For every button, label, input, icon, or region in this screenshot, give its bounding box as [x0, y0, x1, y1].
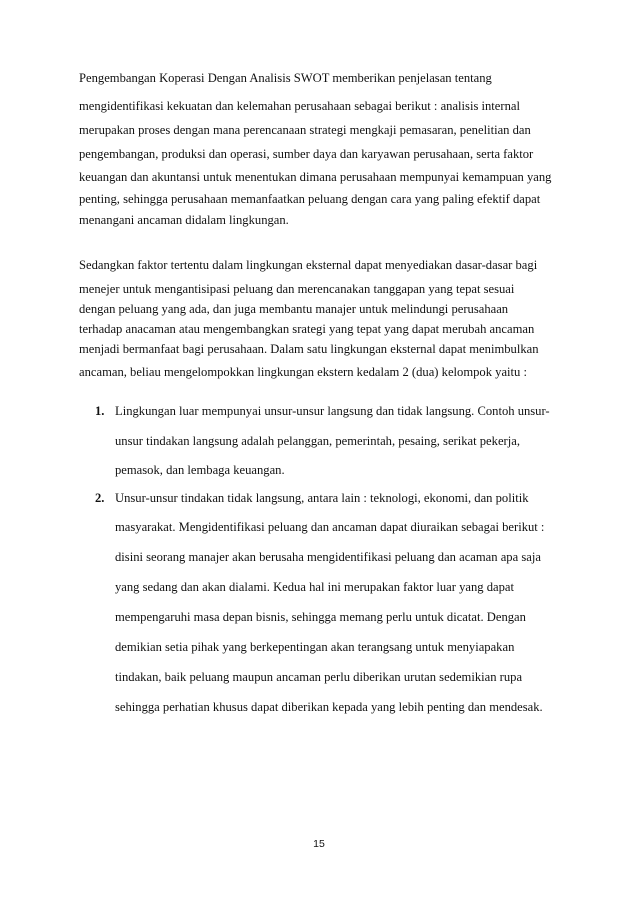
text-line: mempengaruhi masa depan bisnis, sehingga memang perlu untuk dicatat. Dengan: [115, 610, 526, 624]
text-line: Pengembangan Koperasi Dengan Analisis SWOT memberikan penjelasan tentang: [79, 71, 492, 85]
text-line: menejer untuk mengantisipasi peluang dan merencanakan tanggapan yang tepat sesuai: [79, 282, 515, 296]
text-line: demikian setia pihak yang berkepentingan akan terangsang untuk menyiapakan: [115, 640, 515, 654]
text-line: tindakan, baik peluang maupun ancaman perlu diberikan urutan sedemikian rupa: [115, 670, 523, 684]
text-line: menjadi bermanfaat bagi perusahaan. Dalam satu lingkungan eksternal dapat menimbulkan: [79, 342, 539, 356]
text-line: Sedangkan faktor tertentu dalam lingkungan eksternal dapat menyediakan dasar-dasar bagi: [79, 258, 538, 272]
list-number: 2.: [95, 491, 105, 505]
text-line: dengan peluang yang ada, dan juga membantu manajer untuk melindungi perusahaan: [79, 302, 509, 316]
list-number: 1.: [95, 404, 105, 418]
text-line: ancaman, beliau mengelompokkan lingkungan ekstern kedalam 2 (dua) kelompok yaitu :: [79, 365, 527, 379]
text-line: pengembangan, produksi dan operasi, sumber daya dan karyawan perusahaan, serta faktor: [79, 147, 534, 161]
text-line: terhadap anacaman atau mengembangkan srategi yang tepat yang dapat merubah ancaman: [79, 322, 535, 336]
text-line: yang sedang dan akan dialami. Kedua hal ini merupakan faktor luar yang dapat: [115, 580, 515, 594]
text-line: keuangan dan akuntansi untuk menentukan dimana perusahaan mempunyai kemampuan yang: [79, 170, 552, 184]
text-line: sehingga perhatian khusus dapat diberikan kepada yang lebih penting dan mendesak.: [115, 700, 543, 714]
text-line: mengidentifikasi kekuatan dan kelemahan perusahaan sebagai berikut : analisis internal: [79, 99, 520, 113]
text-line: merupakan proses dengan mana perencanaan strategi mengkaji pemasaran, penelitian dan: [79, 123, 531, 137]
text-line: pemasok, dan lembaga keuangan.: [115, 463, 285, 477]
text-line: menangani ancaman didalam lingkungan.: [79, 213, 289, 227]
text-line: Lingkungan luar mempunyai unsur-unsur langsung dan tidak langsung. Contoh unsur-: [115, 404, 550, 418]
text-line: disini seorang manajer akan berusaha mengidentifikasi peluang dan acaman apa saja: [115, 550, 541, 564]
page-number: 15: [313, 838, 325, 850]
text-line: penting, sehingga perusahaan memanfaatkan peluang dengan cara yang paling efektif dapat: [79, 192, 541, 206]
text-line: unsur tindakan langsung adalah pelanggan, pemerintah, pesaing, serikat pekerja,: [115, 434, 520, 448]
text-line: Unsur-unsur tindakan tidak langsung, antara lain : teknologi, ekonomi, dan politik: [115, 491, 529, 505]
text-line: masyarakat. Mengidentifikasi peluang dan ancaman dapat diuraikan sebagai berikut :: [115, 520, 545, 534]
